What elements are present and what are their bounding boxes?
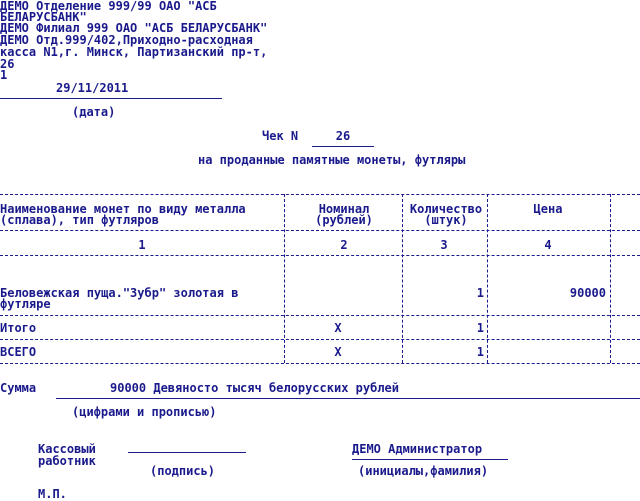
column-number-3: 3 [440,238,448,252]
row-separator-2 [0,339,640,340]
branch-line-5: касса N1,г. Минск, Партизанский пр-т, [0,45,268,59]
table-border-bottom [0,363,640,364]
row-grand-total-qty: 1 [476,345,484,359]
branch-line-4: ДЕМО Отд.999/402,Приходно-расходная [0,33,253,47]
column-number-4: 4 [544,238,552,252]
row-price: 90000 [569,286,606,300]
sum-underline [56,398,640,399]
header-name-line-2: (сплава), тип футляров [0,213,159,227]
signature-line [128,452,246,453]
date-caption: (дата) [72,105,116,119]
column-divider-4 [610,194,611,363]
signature-caption: (подпись) [150,464,216,478]
stamp-place: М.П. [38,487,67,501]
header-nominal-line-2: (рублей) [315,213,373,227]
header-nominal-line-1: Номинал [318,202,370,216]
date-underline [0,98,222,99]
document-date: 29/11/2011 [56,81,129,95]
branch-line-1: ДЕМО Отделение 999/99 ОАО "АСБ [0,0,217,13]
header-name-line-1: Наименование монет по виду металла [0,202,246,216]
sum-value: 90000 Девяносто тысяч белорусских рублей [110,381,399,395]
row-grand-total-label: ВСЕГО [0,345,37,359]
row-name-line-2: футляре [0,297,51,311]
column-divider-1 [284,194,285,363]
header-qty-line-2: (штук) [424,213,468,227]
row-total-nominal: X [334,321,342,335]
check-subtitle: на проданные памятные монеты, футляры [198,153,466,167]
check-number-underline [312,146,374,147]
row-grand-total-nominal: X [334,345,342,359]
column-number-2: 2 [340,238,348,252]
header-price: Цена [533,202,563,216]
check-number: 26 [335,129,351,143]
row-total-label: Итого [0,321,37,335]
column-divider-2 [402,194,403,363]
column-number-1: 1 [138,238,146,252]
row-separator-1 [0,315,640,316]
cashier-label-line-2: работник [38,454,96,468]
sum-caption: (цифрами и прописью) [72,405,217,419]
cashier-label-line-1: Кассовый [38,442,96,456]
column-divider-3 [487,194,488,363]
row-name-line-1: Беловежская пуща."Зубр" золотая в [0,286,239,300]
row-qty: 1 [476,286,484,300]
table-border-header [0,230,640,231]
header-qty-line-1: Количество [409,202,483,216]
branch-line-3: ДЕМО Филиал 999 ОАО "АСБ БЕЛАРУСБАНК" [0,21,268,35]
table-border-top [0,194,640,195]
sum-label: Сумма [0,381,37,395]
table-border-numbers [0,255,640,256]
cashier-name-underline [352,459,508,460]
branch-line-2: БЕЛАРУСБАНК" [0,10,87,24]
branch-line-7: 1 [0,68,8,82]
check-label: Чек N [262,129,299,143]
row-total-qty: 1 [476,321,484,335]
name-caption: (инициалы,фамилия) [358,464,489,478]
branch-line-6: 26 [0,57,15,71]
cashier-name: ДЕМО Администратор [352,442,483,456]
